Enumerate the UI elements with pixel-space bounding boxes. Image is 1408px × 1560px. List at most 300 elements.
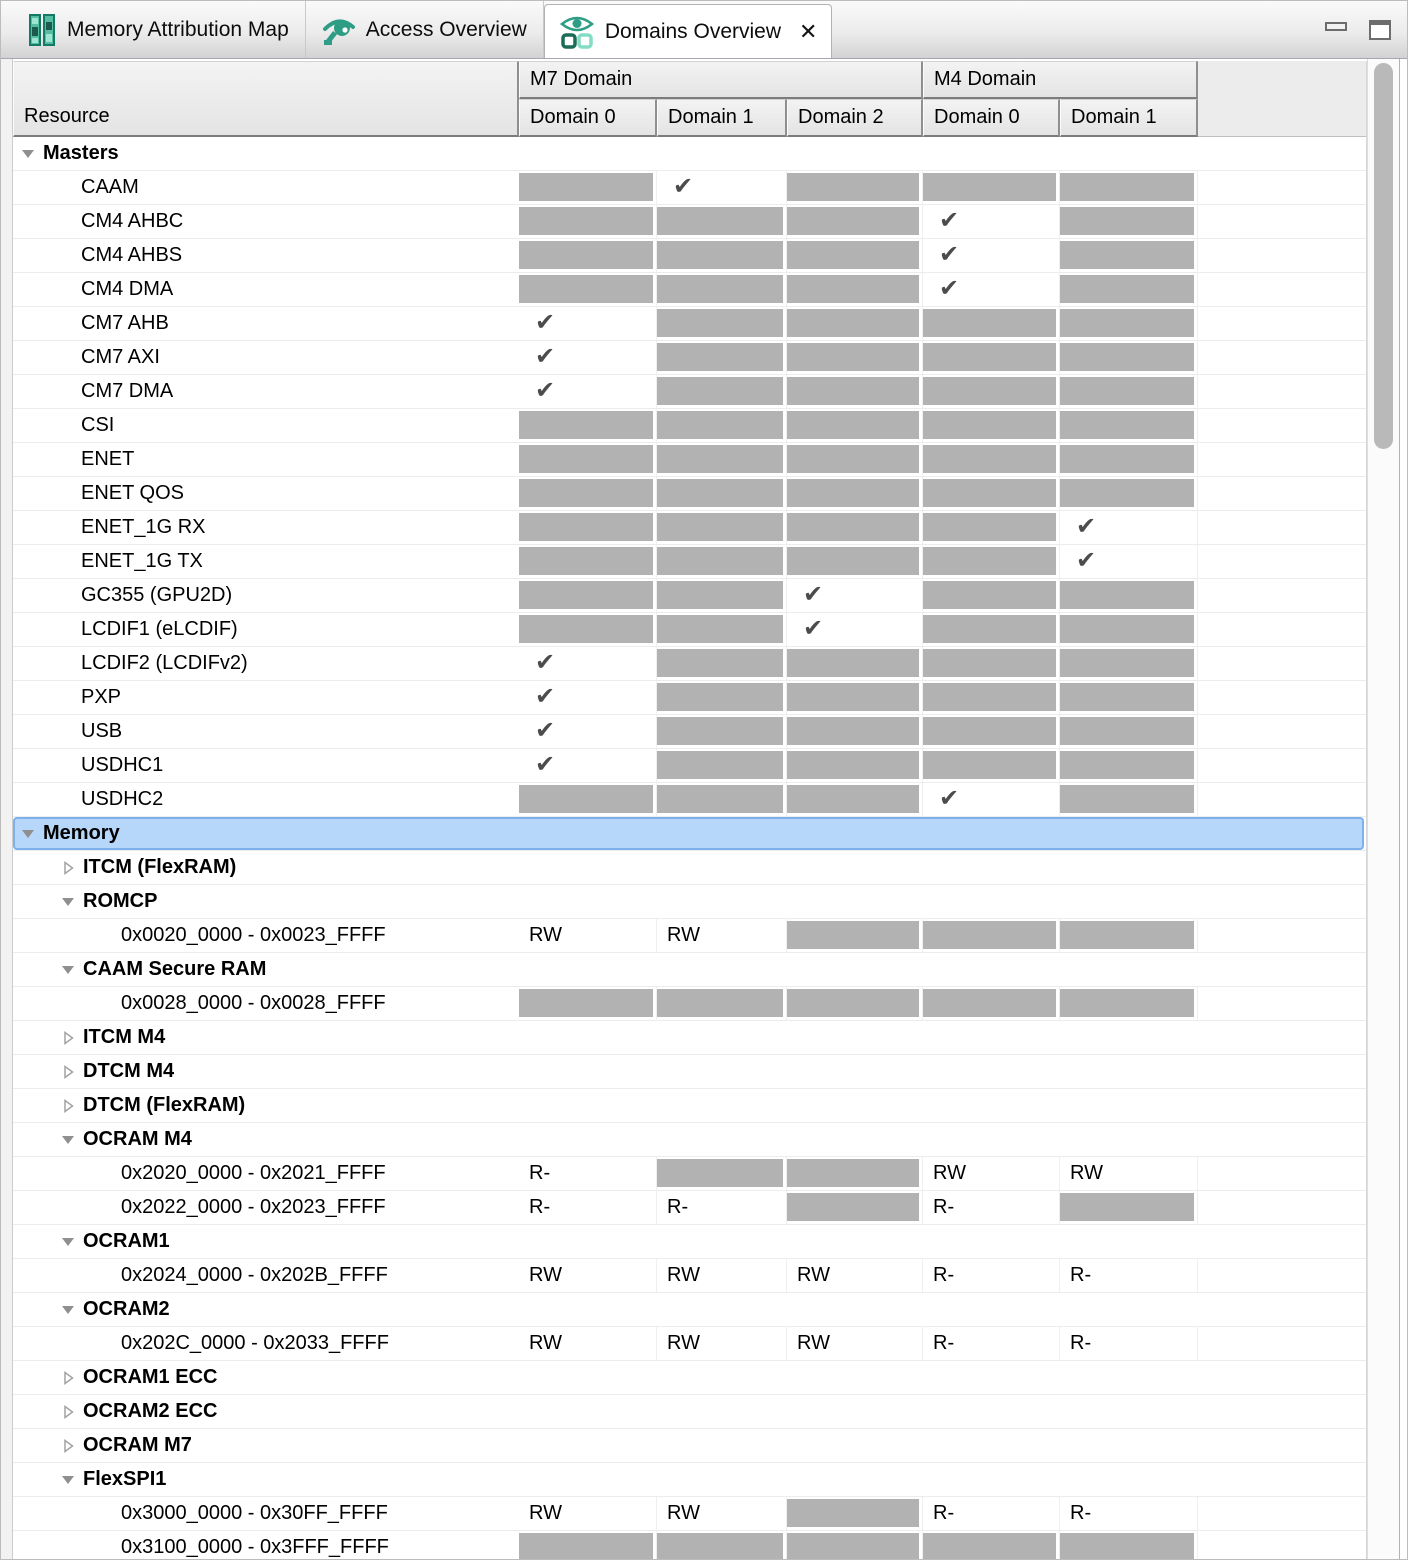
no-access-block [787,547,919,575]
access-cell-assigned[interactable] [519,375,657,409]
column-header-m4-domain-0[interactable]: Domain 0 [923,99,1060,137]
no-access-block [1060,343,1194,371]
row-cm4-ahbs[interactable] [13,239,1366,273]
row-filler [519,1089,1366,1123]
resource-cell [13,1361,519,1395]
access-cell-no-access[interactable] [787,1157,923,1191]
access-cell-no-access[interactable] [1060,443,1198,477]
check-icon: ✔ [673,173,694,200]
resource-cell [13,919,519,953]
access-cell-permission[interactable] [519,1497,657,1531]
access-cell-permission[interactable] [519,1327,657,1361]
expand-toggle-icon[interactable] [61,1439,75,1453]
access-cell-assigned[interactable] [519,681,657,715]
access-cell-no-access[interactable] [657,545,787,579]
access-cell-no-access[interactable] [923,341,1060,375]
access-cell-no-access[interactable] [923,477,1060,511]
access-cell-no-access[interactable] [657,1531,787,1560]
access-cell-permission[interactable] [657,1259,787,1293]
access-cell-permission[interactable] [657,1497,787,1531]
permission-value: RW [529,1332,562,1354]
no-access-block [923,411,1056,439]
access-cell-no-access[interactable] [923,375,1060,409]
no-access-block [787,751,919,779]
minimize-button[interactable] [1325,22,1347,31]
row-flexspi1[interactable] [13,1463,1366,1497]
no-access-block [519,581,653,609]
row-pxp[interactable] [13,681,1366,715]
access-cell-no-access[interactable] [787,749,923,783]
access-cell-permission[interactable] [923,1157,1060,1191]
access-cell-no-access[interactable] [787,783,923,817]
resource-cell [13,239,519,273]
access-cell-permission[interactable] [923,1497,1060,1531]
collapse-toggle-icon[interactable] [61,1304,75,1316]
access-cell-no-access[interactable] [787,647,923,681]
left-gutter [1,59,13,1559]
access-cell-no-access[interactable] [1060,1191,1198,1225]
check-icon: ✔ [535,309,556,336]
check-icon: ✔ [939,785,960,812]
row-0x2022-0000-0x2023-ffff[interactable] [13,1191,1366,1225]
row-itcm-m4[interactable] [13,1021,1366,1055]
no-access-block [519,615,653,643]
access-cell-no-access[interactable] [1060,409,1198,443]
row-filler [1198,307,1366,341]
column-header-m7-domain-1[interactable]: Domain 1 [657,99,787,137]
access-cell-no-access[interactable] [787,1531,923,1560]
access-cell-assigned[interactable] [1060,511,1198,545]
no-access-block [923,445,1056,473]
permission-value: R- [933,1502,955,1524]
row-label: OCRAM M7 [83,1434,192,1456]
access-cell-no-access[interactable] [787,307,923,341]
access-cell-permission[interactable] [519,1157,657,1191]
access-cell-no-access[interactable] [519,511,657,545]
domains-overview-icon [559,13,595,51]
row-filler [1198,1497,1366,1531]
access-cell-no-access[interactable] [657,409,787,443]
resource-cell [13,1021,519,1055]
expand-toggle-icon[interactable] [61,1099,75,1113]
row-label: OCRAM1 ECC [83,1366,218,1388]
access-cell-no-access[interactable] [923,409,1060,443]
no-access-block [519,207,653,235]
row-0x202c-0000-0x2033-ffff[interactable] [13,1327,1366,1361]
row-filler [1198,545,1366,579]
access-cell-permission[interactable] [923,1327,1060,1361]
access-cell-no-access[interactable] [519,477,657,511]
access-cell-no-access[interactable] [519,409,657,443]
row-filler [1198,273,1366,307]
permission-value: RW [667,1264,700,1286]
access-cell-no-access[interactable] [1060,205,1198,239]
access-cell-assigned[interactable] [923,783,1060,817]
collapse-toggle-icon[interactable] [21,828,35,840]
resource-cell [13,647,519,681]
access-cell-no-access[interactable] [519,579,657,613]
row-ocram2[interactable] [13,1293,1366,1327]
row-label: 0x202C_0000 - 0x2033_FFFF [121,1332,389,1354]
access-cell-no-access[interactable] [923,749,1060,783]
row-romcp[interactable] [13,885,1366,919]
access-cell-no-access[interactable] [787,919,923,953]
row-usdhc2[interactable] [13,783,1366,817]
collapse-toggle-icon[interactable] [21,148,35,160]
row-cm7-axi[interactable] [13,341,1366,375]
access-cell-permission[interactable] [1060,1157,1198,1191]
tab-domains-overview[interactable] [544,4,833,58]
access-cell-assigned[interactable] [519,715,657,749]
access-cell-no-access[interactable] [657,273,787,307]
access-cell-no-access[interactable] [519,987,657,1021]
access-cell-no-access[interactable] [519,171,657,205]
collapse-toggle-icon[interactable] [61,1474,75,1486]
no-access-block [923,717,1056,745]
row-0x2020-0000-0x2021-ffff[interactable] [13,1157,1366,1191]
row-filler [519,1123,1366,1157]
row-filler [519,1463,1366,1497]
collapse-toggle-icon[interactable] [61,896,75,908]
access-cell-permission[interactable] [657,1191,787,1225]
row-label: CM4 AHBS [81,244,183,266]
row-0x0028-0000-0x0028-ffff[interactable] [13,987,1366,1021]
access-cell-no-access[interactable] [1060,715,1198,749]
permission-value: R- [1070,1264,1092,1286]
access-cell-no-access[interactable] [1060,919,1198,953]
access-cell-no-access[interactable] [923,647,1060,681]
access-cell-no-access[interactable] [787,239,923,273]
row-ocram-m7[interactable] [13,1429,1366,1463]
access-cell-assigned[interactable] [923,273,1060,307]
access-cell-permission[interactable] [1060,1497,1198,1531]
row-label: OCRAM1 [83,1230,170,1252]
access-cell-no-access[interactable] [923,443,1060,477]
row-0x3100-0000-0x3fff-ffff[interactable] [13,1531,1366,1560]
no-access-block [787,989,919,1017]
expand-toggle-icon[interactable] [61,1405,75,1419]
access-cell-no-access[interactable] [1060,477,1198,511]
table-body [13,137,1366,1560]
row-filler [519,1361,1366,1395]
access-cell-no-access[interactable] [923,613,1060,647]
expand-toggle-icon[interactable] [61,1065,75,1079]
access-cell-no-access[interactable] [657,579,787,613]
access-cell-no-access[interactable] [923,307,1060,341]
close-icon[interactable]: ✕ [799,18,818,44]
row-masters[interactable] [13,137,1366,171]
row-memory[interactable] [13,817,1366,851]
row-label: DTCM (FlexRAM) [83,1094,246,1116]
column-group-m4-domain[interactable]: M4 Domain [923,61,1198,99]
column-header-resource[interactable]: Resource [13,61,519,137]
access-cell-permission[interactable] [923,1191,1060,1225]
access-cell-no-access[interactable] [923,715,1060,749]
row-0x3000-0000-0x30ff-ffff[interactable] [13,1497,1366,1531]
no-access-block [519,513,653,541]
access-cell-permission[interactable] [787,1327,923,1361]
access-cell-no-access[interactable] [657,511,787,545]
access-cell-no-access[interactable] [657,239,787,273]
row-filler [1198,239,1366,273]
no-access-block [787,207,919,235]
row-ocram1-ecc[interactable] [13,1361,1366,1395]
resource-cell [13,1123,519,1157]
scrollbar-thumb[interactable] [1374,63,1393,449]
row-usdhc1[interactable] [13,749,1366,783]
no-access-block [787,921,919,949]
access-cell-no-access[interactable] [657,341,787,375]
row-itcm-flexram[interactable] [13,851,1366,885]
row-csi[interactable] [13,409,1366,443]
permission-value: RW [667,924,700,946]
access-cell-no-access[interactable] [787,409,923,443]
no-access-block [1060,1193,1194,1221]
access-cell-permission[interactable] [787,1259,923,1293]
row-enet-qos[interactable] [13,477,1366,511]
access-cell-no-access[interactable] [787,1497,923,1531]
row-ocram2-ecc[interactable] [13,1395,1366,1429]
row-caam[interactable] [13,171,1366,205]
access-cell-no-access[interactable] [787,443,923,477]
expand-toggle-icon[interactable] [61,861,75,875]
row-gc355-gpu2d[interactable] [13,579,1366,613]
access-cell-no-access[interactable] [787,715,923,749]
access-cell-assigned[interactable] [519,307,657,341]
access-cell-assigned[interactable] [787,579,923,613]
row-label: DTCM M4 [83,1060,175,1082]
no-access-block [1060,445,1194,473]
access-cell-no-access[interactable] [657,987,787,1021]
access-cell-no-access[interactable] [787,1191,923,1225]
row-enet-1g-tx[interactable] [13,545,1366,579]
access-cell-no-access[interactable] [657,477,787,511]
access-cell-permission[interactable] [519,1191,657,1225]
access-cell-assigned[interactable] [519,749,657,783]
access-cell-no-access[interactable] [923,579,1060,613]
access-cell-no-access[interactable] [787,375,923,409]
no-access-block [787,1533,919,1560]
access-cell-permission[interactable] [657,1327,787,1361]
permission-value: RW [667,1332,700,1354]
access-cell-permission[interactable] [1060,1327,1198,1361]
collapse-toggle-icon[interactable] [61,1236,75,1248]
access-cell-permission[interactable] [1060,1259,1198,1293]
row-label: 0x2024_0000 - 0x202B_FFFF [121,1264,388,1286]
row-usb[interactable] [13,715,1366,749]
access-cell-no-access[interactable] [923,919,1060,953]
maximize-button[interactable] [1369,20,1391,40]
right-margin [1399,59,1407,1559]
resource-cell [13,1293,519,1327]
row-label: ITCM M4 [83,1026,166,1048]
access-cell-no-access[interactable] [657,715,787,749]
permission-value: RW [1070,1162,1103,1184]
row-0x2024-0000-0x202b-ffff[interactable] [13,1259,1366,1293]
no-access-block [657,275,783,303]
access-cell-assigned[interactable] [923,205,1060,239]
column-header-m4-domain-1[interactable]: Domain 1 [1060,99,1198,137]
access-cell-no-access[interactable] [657,647,787,681]
access-cell-no-access[interactable] [787,545,923,579]
row-caam-secure-ram[interactable] [13,953,1366,987]
row-lcdif1-elcdif[interactable] [13,613,1366,647]
no-access-block [657,581,783,609]
collapse-toggle-icon[interactable] [61,964,75,976]
access-cell-no-access[interactable] [657,205,787,239]
access-cell-no-access[interactable] [923,987,1060,1021]
row-filler [1198,171,1366,205]
access-cell-no-access[interactable] [787,987,923,1021]
resource-cell [13,715,519,749]
no-access-block [657,309,783,337]
access-cell-no-access[interactable] [1060,171,1198,205]
access-overview-icon [322,12,356,48]
expand-toggle-icon[interactable] [61,1031,75,1045]
row-ocram1[interactable] [13,1225,1366,1259]
access-cell-no-access[interactable] [1060,681,1198,715]
access-cell-no-access[interactable] [519,783,657,817]
access-cell-permission[interactable] [519,1259,657,1293]
access-cell-no-access[interactable] [519,273,657,307]
no-access-block [923,377,1056,405]
resource-cell [13,307,519,341]
tab-label: Access Overview [365,17,527,41]
access-cell-no-access[interactable] [1060,307,1198,341]
no-access-block [657,513,783,541]
row-label: ENET_1G TX [81,550,203,572]
row-dtcm-m4[interactable] [13,1055,1366,1089]
no-access-block [657,479,783,507]
row-label: CM7 AHB [81,312,169,334]
row-cm4-dma[interactable] [13,273,1366,307]
no-access-block [519,275,653,303]
access-cell-no-access[interactable] [519,545,657,579]
resource-cell [13,987,519,1021]
row-ocram-m4[interactable] [13,1123,1366,1157]
no-access-block [1060,785,1194,813]
access-cell-no-access[interactable] [1060,341,1198,375]
access-cell-no-access[interactable] [657,783,787,817]
permission-value: R- [933,1264,955,1286]
vertical-scrollbar[interactable] [1367,59,1399,1559]
access-cell-no-access[interactable] [519,613,657,647]
row-label: CSI [81,414,115,436]
no-access-block [787,445,919,473]
no-access-block [787,1159,919,1187]
no-access-block [657,445,783,473]
access-cell-no-access[interactable] [657,1157,787,1191]
no-access-block [1060,377,1194,405]
access-cell-no-access[interactable] [787,171,923,205]
row-dtcm-flexram[interactable] [13,1089,1366,1123]
resource-cell [13,511,519,545]
no-access-block [1060,207,1194,235]
access-cell-no-access[interactable] [923,545,1060,579]
access-cell-no-access[interactable] [657,307,787,341]
tab-access-overview[interactable] [306,1,544,58]
no-access-block [657,377,783,405]
row-0x0020-0000-0x0023-ffff[interactable] [13,919,1366,953]
access-cell-no-access[interactable] [923,171,1060,205]
access-cell-no-access[interactable] [1060,647,1198,681]
tab-memory-attribution-map[interactable] [11,1,306,58]
column-header-m7-domain-0[interactable]: Domain 0 [519,99,657,137]
row-enet-1g-rx[interactable] [13,511,1366,545]
no-access-block [787,377,919,405]
access-cell-assigned[interactable] [519,647,657,681]
no-access-block [923,581,1056,609]
access-cell-no-access[interactable] [1060,783,1198,817]
access-cell-no-access[interactable] [923,511,1060,545]
no-access-block [657,547,783,575]
access-cell-permission[interactable] [519,919,657,953]
access-cell-no-access[interactable] [657,749,787,783]
access-cell-no-access[interactable] [923,681,1060,715]
access-cell-assigned[interactable] [1060,545,1198,579]
access-cell-no-access[interactable] [1060,987,1198,1021]
row-filler [1198,443,1366,477]
access-cell-no-access[interactable] [1060,749,1198,783]
row-enet[interactable] [13,443,1366,477]
access-cell-permission[interactable] [923,1259,1060,1293]
access-cell-no-access[interactable] [787,511,923,545]
column-group-m7-domain[interactable]: M7 Domain [519,61,923,99]
access-cell-no-access[interactable] [1060,239,1198,273]
access-cell-no-access[interactable] [787,681,923,715]
row-lcdif2-lcdifv2[interactable] [13,647,1366,681]
no-access-block [787,173,919,201]
no-access-block [787,649,919,677]
row-filler [1198,205,1366,239]
access-cell-no-access[interactable] [519,205,657,239]
access-cell-no-access[interactable] [657,613,787,647]
row-filler [519,1055,1366,1089]
header-filler [1198,61,1366,137]
access-cell-assigned[interactable] [923,239,1060,273]
access-cell-no-access[interactable] [787,477,923,511]
access-cell-no-access[interactable] [1060,613,1198,647]
access-cell-no-access[interactable] [923,1531,1060,1560]
row-filler [1198,511,1366,545]
access-cell-no-access[interactable] [519,443,657,477]
access-cell-assigned[interactable] [657,171,787,205]
row-label: ENET_1G RX [81,516,206,538]
collapse-toggle-icon[interactable] [61,1134,75,1146]
row-cm4-ahbc[interactable] [13,205,1366,239]
access-cell-no-access[interactable] [1060,579,1198,613]
access-cell-no-access[interactable] [657,681,787,715]
row-cm7-dma[interactable] [13,375,1366,409]
access-cell-no-access[interactable] [1060,273,1198,307]
access-cell-assigned[interactable] [787,613,923,647]
permission-value: RW [797,1264,830,1286]
access-cell-no-access[interactable] [787,205,923,239]
access-cell-assigned[interactable] [519,341,657,375]
access-cell-no-access[interactable] [1060,1531,1198,1560]
expand-toggle-icon[interactable] [61,1371,75,1385]
access-cell-no-access[interactable] [519,1531,657,1560]
access-cell-no-access[interactable] [787,341,923,375]
access-cell-no-access[interactable] [787,273,923,307]
column-header-m7-domain-2[interactable]: Domain 2 [787,99,923,137]
access-cell-no-access[interactable] [519,239,657,273]
access-cell-no-access[interactable] [1060,375,1198,409]
access-cell-no-access[interactable] [657,443,787,477]
row-cm7-ahb[interactable] [13,307,1366,341]
access-cell-no-access[interactable] [657,375,787,409]
access-cell-permission[interactable] [657,919,787,953]
